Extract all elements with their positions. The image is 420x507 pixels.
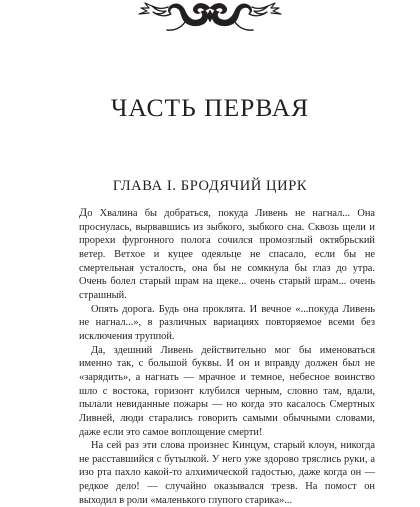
chapter-title: ГЛАВА I. БРОДЯЧИЙ ЦИРК <box>112 178 308 194</box>
paragraph-1 <box>79 206 375 303</box>
paragraph-2: Опять дорога. Будь она проклята. И вечное «...покуда Ливень не нагнал...», в различных вариациях повторяемое всеми без исключения труппой. <box>79 303 375 342</box>
part-title: ЧАСТЬ ПЕРВАЯ <box>110 93 310 122</box>
dragon-ornament-svg <box>125 0 295 34</box>
dragon-ornament-icon <box>125 0 295 34</box>
paragraph-4: На сей раз эти слова произнес Кинцум, старый клоун, никогда не расставшийся с бутылкой. У него уже здорово тряслись руки, а изо рта пахло какой-то алхимической гадостью, даже когда он — редкое дело! — случайно оказывался трезв. На помост он выходил в роли «маленького глупого старика»... <box>79 440 375 506</box>
drop-cap: Д <box>79 205 88 219</box>
paragraph-3: Да, здешний Ливень действительно мог бы именоваться именно так, с большой буквы. И он и вправду должен был не «зарядить», а нагнать — мрачное и темное, небесное воинство шло с востока, горизонт клубился черным, словно там, вдали, пылали невиданные пожары — но когда это касалось Смертных Ливней, люди старались говорить самыми обычными словами, даже если это самое воплощение смерти! <box>79 344 375 438</box>
body-text <box>79 206 375 507</box>
paragraph-1-text: о Хвалина бы добраться, покуда Ливень не нагнал... Она проснулась, вырвавшись из зыбкого, зыбкого сна. Сквозь щели и прорехи фургонного полога сочился промозглый октябрьский ветер. Ветхое и куцее одеяльце не спасало, если бы не смертельная усталость, она бы не сомкнула бы глаз до утра. Очень болел старый шрам на щеке... очень старый шрам... очень страшный. <box>79 208 375 301</box>
